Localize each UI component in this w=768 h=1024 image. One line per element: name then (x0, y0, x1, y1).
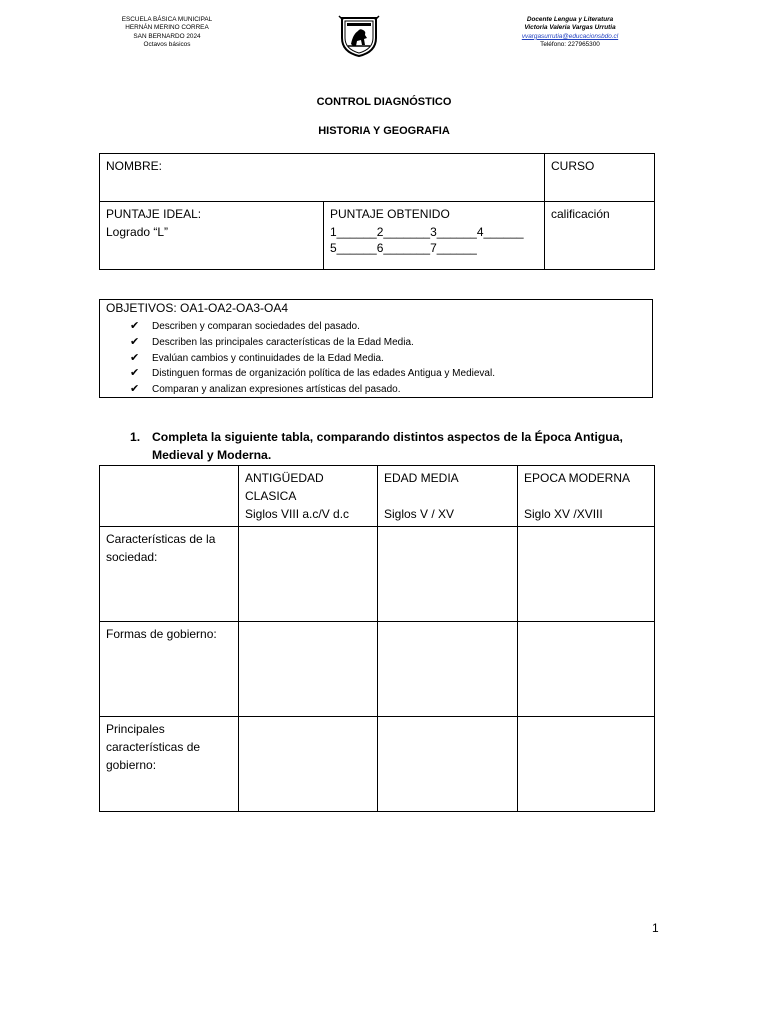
objective-text: Comparan y analizan expresiones artísticas del pasado. (152, 384, 401, 396)
teacher-name: Victoria Valeria Vargas Urrutia (524, 24, 616, 32)
table-corner-cell (100, 466, 239, 527)
course-label: CURSO (551, 159, 595, 173)
objectives-box (99, 299, 653, 398)
col-title: EDAD MEDIA (384, 471, 459, 485)
row-label: Formas de gobierno: (100, 622, 239, 717)
checkmark-icon: ✔ (130, 320, 140, 332)
answer-cell[interactable] (518, 717, 655, 812)
col-header-antiquity (239, 466, 378, 527)
answer-cell[interactable] (518, 527, 655, 622)
obtained-score-label: PUNTAJE OBTENIDO (330, 207, 450, 221)
course-cell[interactable] (545, 154, 655, 202)
question-text: Completa la siguiente tabla, comparando distintos aspectos de la Época Antigua, Medieval y Moderna. (152, 430, 623, 462)
achieved-label: Logrado “L” (106, 225, 169, 239)
list-item (130, 335, 495, 351)
list-item (130, 382, 495, 398)
objective-text: Evalúan cambios y continuidades de la Edad Media. (152, 352, 384, 364)
question-1 (130, 428, 650, 464)
teacher-phone: Teléfono: 227965300 (540, 41, 600, 49)
col-header-middle-ages (378, 466, 518, 527)
ideal-score-cell (100, 202, 324, 270)
table-row (100, 717, 655, 812)
ideal-score-label: PUNTAJE IDEAL: (106, 207, 202, 221)
answer-cell[interactable] (378, 717, 518, 812)
list-item (130, 351, 495, 367)
col-period: Siglos V / XV (384, 507, 455, 521)
teacher-role: Docente Lengua y Literatura (526, 16, 614, 23)
table-row (100, 622, 655, 717)
grade-cell[interactable] (545, 202, 655, 270)
objective-text: Describen las principales características de la Edad Media. (152, 336, 414, 348)
objective-text: Distinguen formas de organización política de las edades Antigua y Medieval. (152, 368, 495, 380)
col-period: Siglo XV /XVIII (524, 507, 603, 521)
answer-cell[interactable] (239, 527, 378, 622)
checkmark-icon: ✔ (130, 351, 140, 364)
obtained-score-cell[interactable] (324, 202, 545, 270)
checkmark-icon: ✔ (130, 335, 140, 348)
document-subtitle: HISTORIA Y GEOGRAFIA (318, 125, 450, 137)
school-crest-icon (338, 14, 380, 58)
school-line: SAN BERNARDO 2024 (133, 32, 201, 40)
checkmark-icon: ✔ (130, 367, 140, 380)
list-item (130, 319, 495, 335)
score-blanks-line: 1______2_______3______4______ (330, 225, 524, 239)
grade-label: calificación (551, 207, 610, 221)
checkmark-icon: ✔ (130, 383, 140, 396)
list-item (130, 366, 495, 382)
answer-cell[interactable] (518, 622, 655, 717)
question-number: 1. (130, 430, 141, 444)
document-title: CONTROL DIAGNÓSTICO (316, 96, 452, 108)
objective-text: Describen y comparan sociedades del pasado. (152, 321, 360, 332)
teacher-email-link[interactable]: vvargasurrutia@educacionsbdo.cl (521, 32, 619, 40)
student-info-table (99, 153, 655, 270)
name-label: NOMBRE: (106, 159, 163, 173)
col-header-modern-era (518, 466, 655, 527)
col-title: EPOCA MODERNA (524, 471, 631, 485)
objectives-list (130, 319, 495, 398)
comparison-table (99, 465, 655, 812)
school-line: Octavos básicos (143, 41, 191, 49)
score-blanks-line: 5______6_______7______ (330, 241, 477, 255)
answer-cell[interactable] (239, 717, 378, 812)
teacher-info (495, 16, 645, 50)
row-label: Principales características de gobierno: (100, 717, 239, 812)
col-title: ANTIGÜEDAD CLASICA (245, 471, 324, 503)
answer-cell[interactable] (239, 622, 378, 717)
objectives-title: OBJETIVOS: OA1-OA2-OA3-OA4 (106, 301, 289, 315)
answer-cell[interactable] (378, 527, 518, 622)
school-info (100, 16, 234, 50)
school-line: HERNÁN MERINO CORREA (125, 24, 209, 32)
school-line: ESCUELA BÁSICA MUNICIPAL (121, 16, 213, 23)
col-period: Siglos VIII a.c/V d.c (245, 507, 350, 521)
name-cell[interactable] (100, 154, 545, 202)
page-number: 1 (652, 921, 659, 935)
answer-cell[interactable] (378, 622, 518, 717)
row-label: Características de la sociedad: (100, 527, 239, 622)
table-row (100, 527, 655, 622)
